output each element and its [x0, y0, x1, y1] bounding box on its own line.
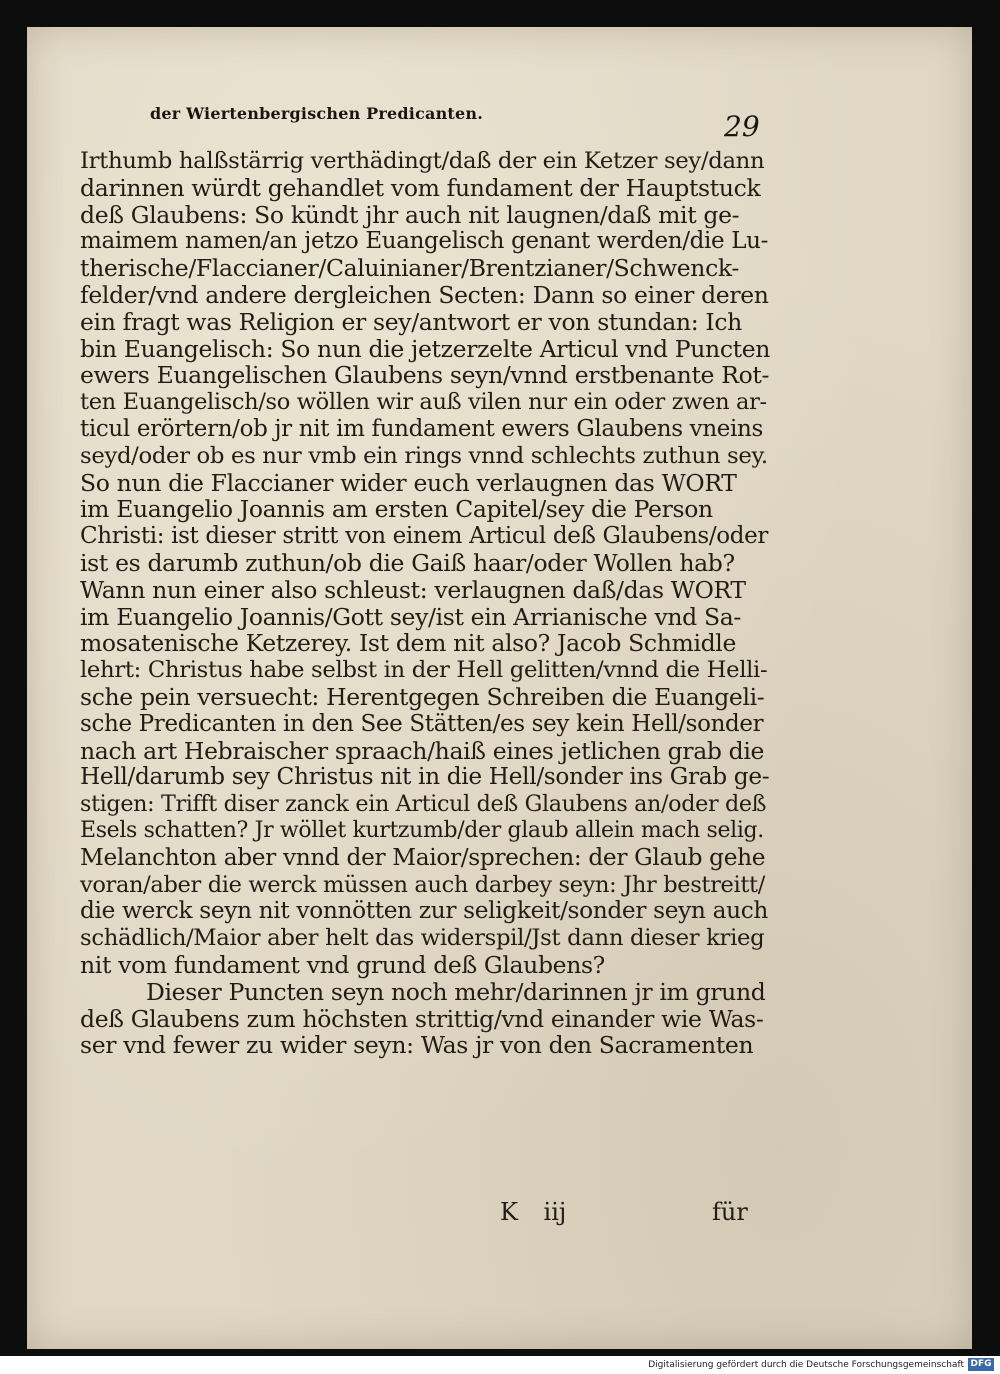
- text-line-27: Melanchton aber vnnd der Maior/sprechen: der Glaub gehe: [80, 843, 766, 871]
- text-line-26: Esels schatten? Jr wöllet kurtzumb/der glaub allein mach selig.: [80, 817, 764, 843]
- text-line-2: darinnen würdt gehandlet vom fundament der Hauptstuck: [80, 173, 761, 202]
- text-line-29: die werck seyn nit vonnötten zur seligkeit/sonder seyn auch: [80, 897, 769, 925]
- text-line-22: sche Predicanten in den See Stätten/es sey kein Hell/sonder: [80, 710, 764, 737]
- page-number: 29: [724, 110, 760, 143]
- text-block: [80, 148, 770, 1059]
- signature-mark: K iij: [500, 1198, 567, 1226]
- dfg-logo: DFG: [968, 1358, 994, 1371]
- text-line-30: schädlich/Maior aber helt das widerspil/Jst dann dieser krieg: [80, 925, 765, 952]
- text-line-14: im Euangelio Joannis am ersten Capitel/sey die Person: [80, 495, 713, 524]
- text-line-24: Hell/darumb sey Christus nit in die Hell/sonder ins Grab ge-: [80, 763, 770, 791]
- text-line-21: sche pein versuecht: Herentgegen Schreiben die Euangeli-: [80, 682, 765, 711]
- catchword: für: [712, 1198, 748, 1226]
- text-line-31: nit vom fundament vnd grund deß Glaubens?: [80, 950, 605, 979]
- text-line-25: stigen: Trifft diser zanck ein Articul deß Glaubens an/oder deß: [80, 791, 767, 818]
- text-line-10: ten Euangelisch/so wöllen wir auß vilen nur ein oder zwen ar-: [80, 389, 767, 416]
- text-line-7: ein fragt was Religion er sey/antwort er von stundan: Ich: [80, 307, 742, 336]
- text-line-5: therische/Flaccianer/Caluinianer/Brentzianer/Schwenck-: [80, 254, 739, 283]
- text-line-6: felder/vnd andere dergleichen Secten: Dann so einer deren: [80, 280, 769, 309]
- text-line-8: bin Euangelisch: So nun die jetzerzelte Articul vnd Puncten: [80, 334, 771, 363]
- text-line-11: ticul erörtern/ob jr nit im fundament ewers Glaubens vneins: [80, 415, 763, 442]
- text-line-9: ewers Euangelischen Glaubens seyn/vnnd erstbenante Rot-: [80, 361, 770, 390]
- text-line-1: Irthumb halßstärrig verthädingt/daß der ein Ketzer sey/dann: [80, 148, 765, 174]
- text-line-19: mosatenische Ketzerey. Ist dem nit also? Jacob Schmidle: [80, 629, 737, 658]
- text-line-23: nach art Hebraischer spraach/haiß eines jetlichen grab die: [80, 736, 765, 765]
- text-line-18: im Euangelio Joannis/Gott sey/ist ein Arrianische vnd Sa-: [80, 602, 741, 631]
- text-line-33: deß Glaubens zum höchsten strittig/vnd einander wie Was-: [80, 1004, 764, 1033]
- text-line-32: Dieser Puncten seyn noch mehr/darinnen jr im grund: [146, 977, 766, 1006]
- text-line-28: voran/aber die werck müssen auch darbey seyn: Jhr bestreitt/: [80, 871, 765, 898]
- text-line-20: lehrt: Christus habe selbst in der Hell gelitten/vnnd die Helli-: [80, 657, 768, 684]
- funding-credit: Digitalisierung gefördert durch die Deutsche Forschungsgemeinschaft: [648, 1360, 964, 1370]
- text-line-12: seyd/oder ob es nur vmb ein rings vnnd schlechts zuthun sey.: [80, 442, 768, 469]
- text-line-16: ist es darumb zuthun/ob die Gaiß haar/oder Wollen hab?: [80, 548, 735, 577]
- text-line-4: maimem namen/an jetzo Euangelisch genant werden/die Lu-: [80, 228, 769, 255]
- running-head: der Wiertenbergischen Predicanten.: [150, 104, 483, 123]
- text-line-3: deß Glaubens: So kündt jhr auch nit laugnen/daß mit ge-: [80, 200, 740, 229]
- text-line-17: Wann nun einer also schleust: verlaugnen daß/das WORT: [80, 575, 746, 604]
- text-line-15: Christi: ist dieser stritt von einem Articul deß Glaubens/oder: [80, 523, 769, 550]
- text-line-34: ser vnd fewer zu wider seyn: Was jr von den Sacramenten: [80, 1031, 754, 1060]
- text-line-13: So nun die Flaccianer wider euch verlaugnen das WORT: [80, 468, 737, 497]
